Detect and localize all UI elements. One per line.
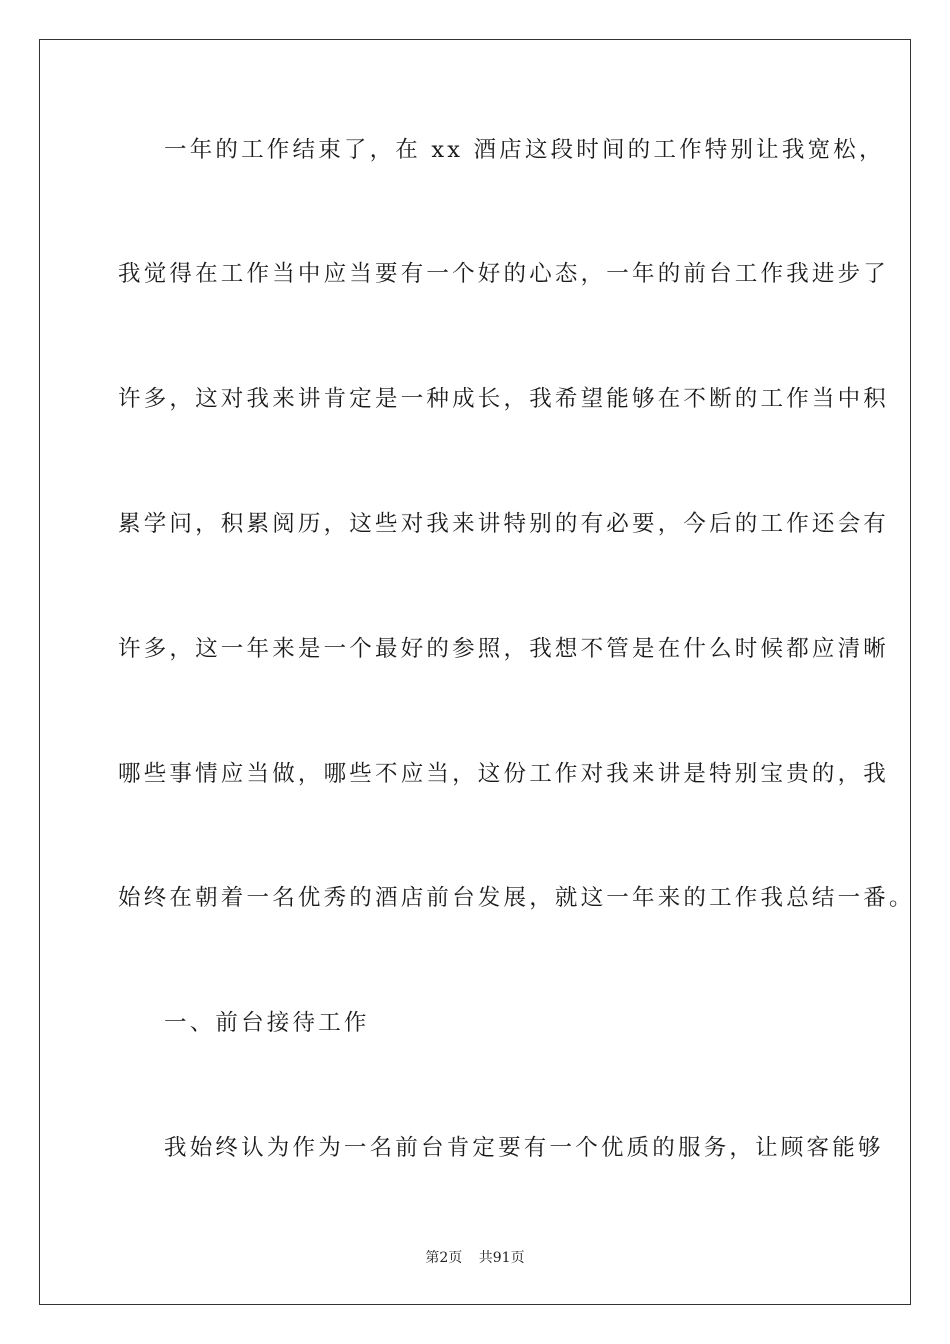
paragraph-line: 我始终认为作为一名前台肯定要有一个优质的服务，让顾客能够	[164, 1135, 884, 1161]
paragraph-line: 许多，这一年来是一个最好的参照，我想不管是在什么时候都应清晰	[118, 636, 890, 662]
page-footer	[0, 1247, 950, 1267]
paragraph-line: 累学问，积累阅历，这些对我来讲特别的有必要，今后的工作还会有	[118, 511, 890, 537]
page-frame	[39, 39, 915, 1305]
paragraph-line: 许多，这对我来讲肯定是一种成长，我希望能够在不断的工作当中积	[118, 386, 890, 412]
page-total: 共91页	[478, 1250, 525, 1266]
page-number: 第2页	[425, 1250, 463, 1266]
paragraph-line: 始终在朝着一名优秀的酒店前台发展，就这一年来的工作我总结一番。	[118, 885, 915, 911]
paragraph-line: 我觉得在工作当中应当要有一个好的心态，一年的前台工作我进步了	[118, 261, 890, 287]
section-heading: 一、前台接待工作	[164, 1010, 370, 1036]
paragraph-line: 一年的工作结束了，在 xx 酒店这段时间的工作特别让我宽松，	[164, 137, 885, 163]
paragraph-line: 哪些事情应当做，哪些不应当，这份工作对我来讲是特别宝贵的，我	[118, 761, 890, 787]
